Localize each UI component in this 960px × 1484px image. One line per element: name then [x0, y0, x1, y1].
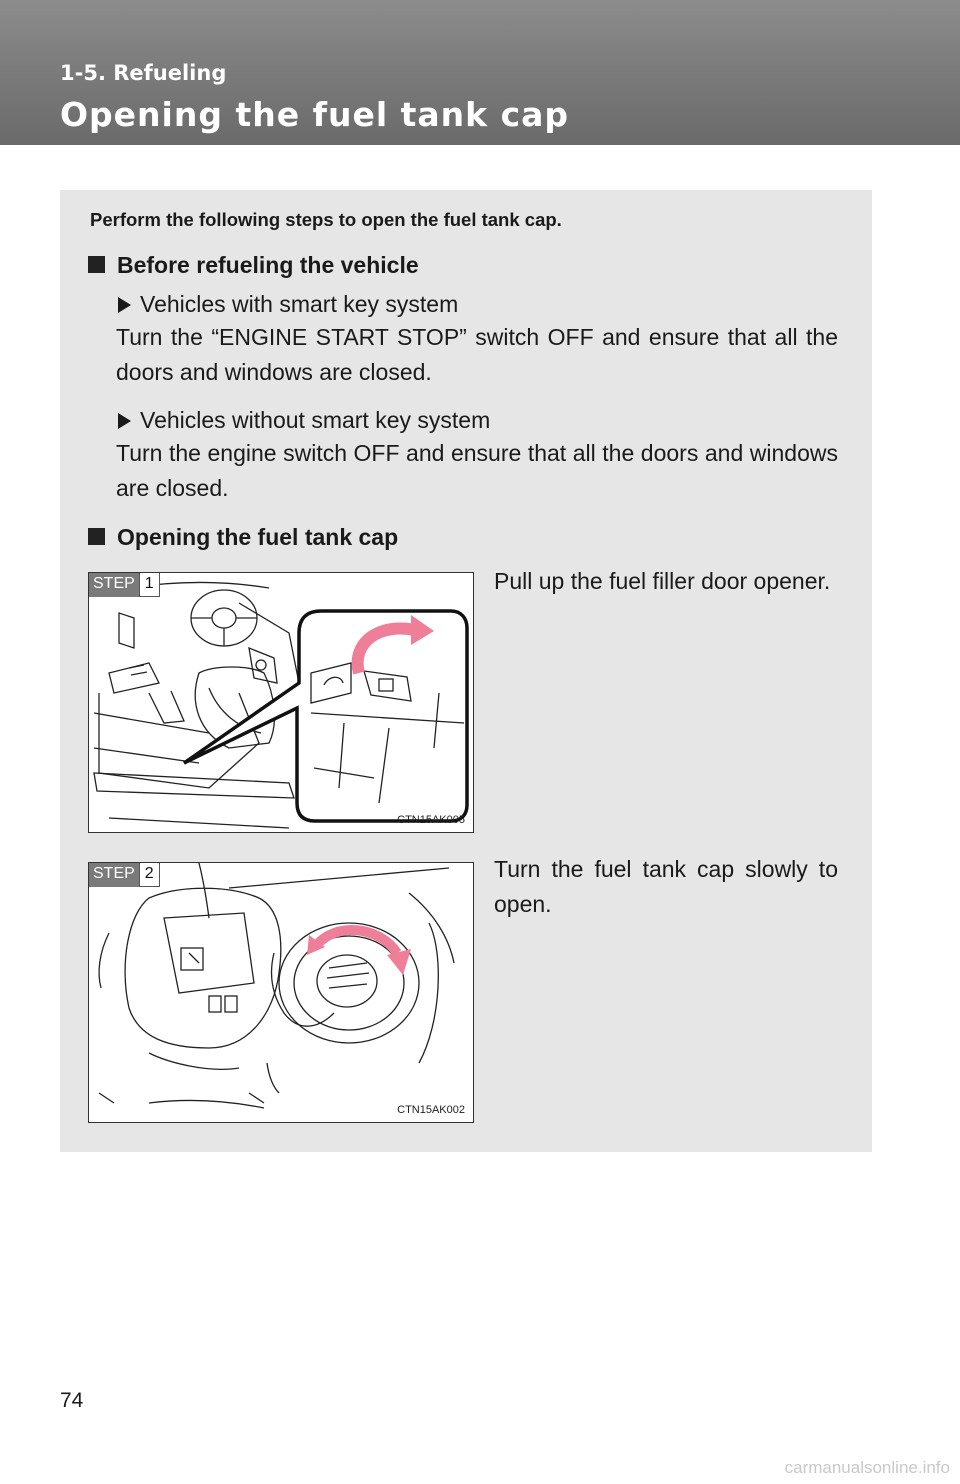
intro-text: Perform the following steps to open the fuel tank cap. — [90, 209, 562, 230]
variant-no-smart-key-label: Vehicles without smart key system — [116, 407, 490, 434]
square-bullet-icon — [88, 256, 105, 273]
variant-smart-key-text: Turn the “ENGINE START STOP” switch OFF and ensure that all the doors and windows are closed. — [116, 324, 838, 385]
watermark: carmanualsonline.info — [784, 1458, 950, 1477]
figure-code: CTN15AK005 — [397, 814, 465, 826]
fuel-cap-drawing — [89, 863, 474, 1123]
page-title: Opening the fuel tank cap — [60, 95, 570, 134]
step-2-illustration — [88, 862, 474, 1123]
section-label: 1-5. Refueling — [60, 61, 227, 85]
fuel-door-opener-drawing — [89, 573, 474, 833]
step-2-text: Turn the fuel tank cap slowly to open. — [494, 856, 838, 917]
triangle-bullet-icon — [118, 413, 131, 429]
page-header — [0, 0, 960, 145]
before-refueling-heading: Before refueling the vehicle — [88, 252, 419, 279]
triangle-bullet-icon — [118, 297, 131, 313]
step-1-illustration — [88, 572, 474, 833]
step-2-badge: STEP 2 — [89, 863, 160, 887]
variant-no-smart-key-text: Turn the engine switch OFF and ensure that all the doors and windows are closed. — [116, 440, 838, 501]
square-bullet-icon — [88, 528, 105, 545]
variant-smart-key-label: Vehicles with smart key system — [116, 291, 458, 318]
step-1-text: Pull up the fuel filler door opener. — [494, 568, 831, 594]
step-1-badge: STEP 1 — [89, 573, 160, 597]
opening-heading: Opening the fuel tank cap — [88, 524, 398, 551]
page-number: 74 — [60, 1389, 84, 1412]
figure-code: CTN15AK002 — [397, 1104, 465, 1116]
